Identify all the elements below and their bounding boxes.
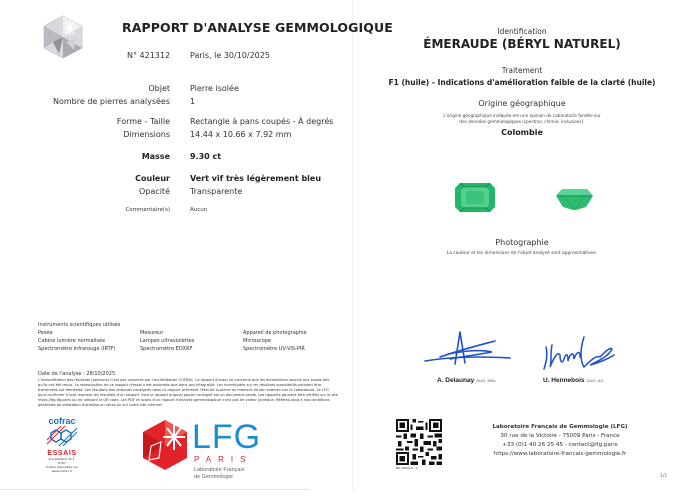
lab-website[interactable]: https://www.laboratoire-francais-gemmologie.fr bbox=[493, 451, 627, 457]
instruments-col3 bbox=[243, 329, 307, 353]
field-label-stone-count: Nombre de pierres analysées bbox=[53, 97, 170, 106]
signer-1-name: A. Delaunay bbox=[437, 377, 475, 384]
cofrac-wordmark: cofrac bbox=[48, 416, 76, 426]
lfg-subtitle-line1: Laboratoire Français bbox=[194, 467, 245, 473]
legal-disclaimer: L'interprétation des résultats (opinions) n'est pas couverte par l'accréditation COFRAC. Le rapport d'essai ne concerne que les échantillons soumis aux essais tels qu'ils ont été reçus. La reproduction de ce rapport d'essai n'est autorisée que dans son intégralité. Les incertitudes sur les résultats quantitatifs peuvent être transmises sur demande. Les résultats des analyses consignés dans ce rapport précisent l'état de la pierre au moment de son examen par le Laboratoire. Le LFG peut confirmer à tout moment les résultats d'un rapport. Seul le rapport original papier consigné est un document valide. Les rapports peuvent être vérifiés sur le site https://lfg.lfg.paris ou en utilisant le QR code. Les PDF et scans d'un rapport d'analyse gemmologique n'ont pas de valeur juridique. Référez-vous à nos conditions générales de prestation d'analyse au verso ou sur notre site internet. bbox=[38, 378, 338, 407]
origin-note-line2: des données gemmologiques (spectres, chimie, inclusions). bbox=[459, 119, 585, 124]
hexagon-gem-logo-icon bbox=[40, 14, 86, 60]
origin-note bbox=[352, 113, 692, 125]
photography-note: La couleur et les dimensions de l'objet analysé sont approximatives. bbox=[446, 251, 598, 256]
photography-label: Photographie bbox=[495, 238, 549, 247]
lab-address: 30 rue de la Victoire - 75009 Paris - France bbox=[500, 433, 620, 439]
instrument-item: Spectromètre infrarouge (IRTF) bbox=[38, 346, 116, 352]
instrument-item: Cabine lumière normalisée bbox=[38, 338, 106, 344]
lfg-subtitle-line2: de Gemmologie bbox=[194, 474, 233, 480]
page-edge bbox=[0, 489, 310, 490]
treatment-value: F1 (huile) - Indications d'amélioration faible de la clarté (huile) bbox=[388, 78, 656, 87]
lfg-subtitle bbox=[194, 467, 244, 481]
lfg-wordmark: LFG bbox=[192, 418, 262, 456]
gem-photo-side-view bbox=[556, 189, 593, 210]
signer-1-degrees: , DUG, MSc bbox=[474, 378, 496, 383]
instrument-item: Lampes ultraviolettes bbox=[140, 338, 195, 344]
analysis-date: Date de l'analyse : 28/10/2025 bbox=[38, 371, 116, 377]
field-label-comments: Commentaire(s) bbox=[125, 207, 170, 213]
lfg-city: PARIS bbox=[194, 455, 253, 464]
gem-photo-top-view bbox=[455, 183, 495, 212]
instrument-item: Spectromètre UV-VIS-PIR bbox=[243, 346, 305, 352]
lab-name: Laboratoire Français de Gemmologie (LFG) bbox=[492, 424, 628, 430]
report-place-date: Paris, le 30/10/2025 bbox=[190, 51, 270, 60]
instruments-col2 bbox=[140, 329, 194, 353]
instrument-item: Mesureur bbox=[140, 330, 164, 336]
signature-hennebois bbox=[540, 335, 620, 375]
cofrac-scope: Portée disponible sur bbox=[46, 465, 78, 469]
page-number: 1/1 bbox=[660, 474, 668, 479]
instrument-item: Appareil de photographie bbox=[243, 330, 307, 336]
field-value-stone-count: 1 bbox=[190, 97, 196, 106]
instrument-item: Microscope bbox=[243, 338, 272, 344]
report-title: RAPPORT D'ANALYSE GEMMOLOGIQUE bbox=[122, 20, 393, 35]
identification-value: ÉMERAUDE (BÉRYL NATUREL) bbox=[423, 37, 621, 51]
lab-address-block bbox=[460, 423, 660, 459]
instruments-title: Instruments scientifiques utilisés bbox=[38, 322, 121, 328]
verification-qr-code[interactable] bbox=[396, 419, 442, 465]
field-value-color: Vert vif très légèrement bleu bbox=[190, 174, 322, 183]
cofrac-hexagon-icon bbox=[47, 426, 77, 446]
cofrac-essais: ESSAIS bbox=[47, 450, 77, 457]
signer-2-degrees: , DUG, AG bbox=[584, 378, 604, 383]
instrument-item: Pesée bbox=[38, 330, 53, 336]
signature-delaunay bbox=[420, 330, 520, 370]
lfg-hexagon-logo-icon bbox=[141, 418, 189, 472]
field-value-dimensions: 14.44 x 10.66 x 7.92 mm bbox=[190, 130, 292, 139]
origin-note-line1: L'origine géographique indiquée est une opinion du Laboratoire fondée sur bbox=[443, 113, 601, 118]
signer-1 bbox=[437, 377, 496, 384]
field-label-mass: Masse bbox=[141, 152, 170, 161]
identification-label: Identification bbox=[497, 27, 547, 36]
cofrac-accreditation: Accréditation N°1-6767 bbox=[48, 457, 76, 465]
field-value-objet: Pierre isolée bbox=[190, 84, 239, 93]
field-label-dimensions: Dimensions bbox=[123, 130, 170, 139]
field-value-shape-cut: Rectangle à pans coupés - À degrés bbox=[190, 117, 334, 126]
cofrac-logo bbox=[45, 416, 79, 473]
signer-2 bbox=[543, 377, 603, 384]
instruments-section bbox=[38, 321, 120, 353]
instrument-item: Spectromètre EDXRF bbox=[140, 346, 193, 352]
signer-2-name: U. Hennebois bbox=[543, 377, 585, 384]
origin-value: Colombie bbox=[501, 128, 543, 137]
field-label-opacity: Opacité bbox=[139, 187, 170, 196]
field-label-color: Couleur bbox=[135, 174, 170, 183]
field-value-comments: Aucun bbox=[190, 207, 208, 213]
treatment-label: Traitement bbox=[501, 66, 543, 75]
cofrac-url: www.cofrac.fr bbox=[51, 469, 73, 473]
field-label-objet: Objet bbox=[148, 84, 170, 93]
field-value-mass: 9.30 ct bbox=[190, 152, 222, 161]
field-label-shape-cut: Forme - Taille bbox=[116, 117, 170, 126]
report-number: N° 421312 bbox=[127, 51, 171, 60]
origin-label: Origine géographique bbox=[478, 99, 566, 108]
lab-contact[interactable]: +33 (0)1 40 26 25 45 - contact@lfg.paris bbox=[502, 442, 618, 448]
field-value-opacity: Transparente bbox=[190, 187, 243, 196]
qr-label: BG 066029 / 1 bbox=[396, 466, 418, 470]
